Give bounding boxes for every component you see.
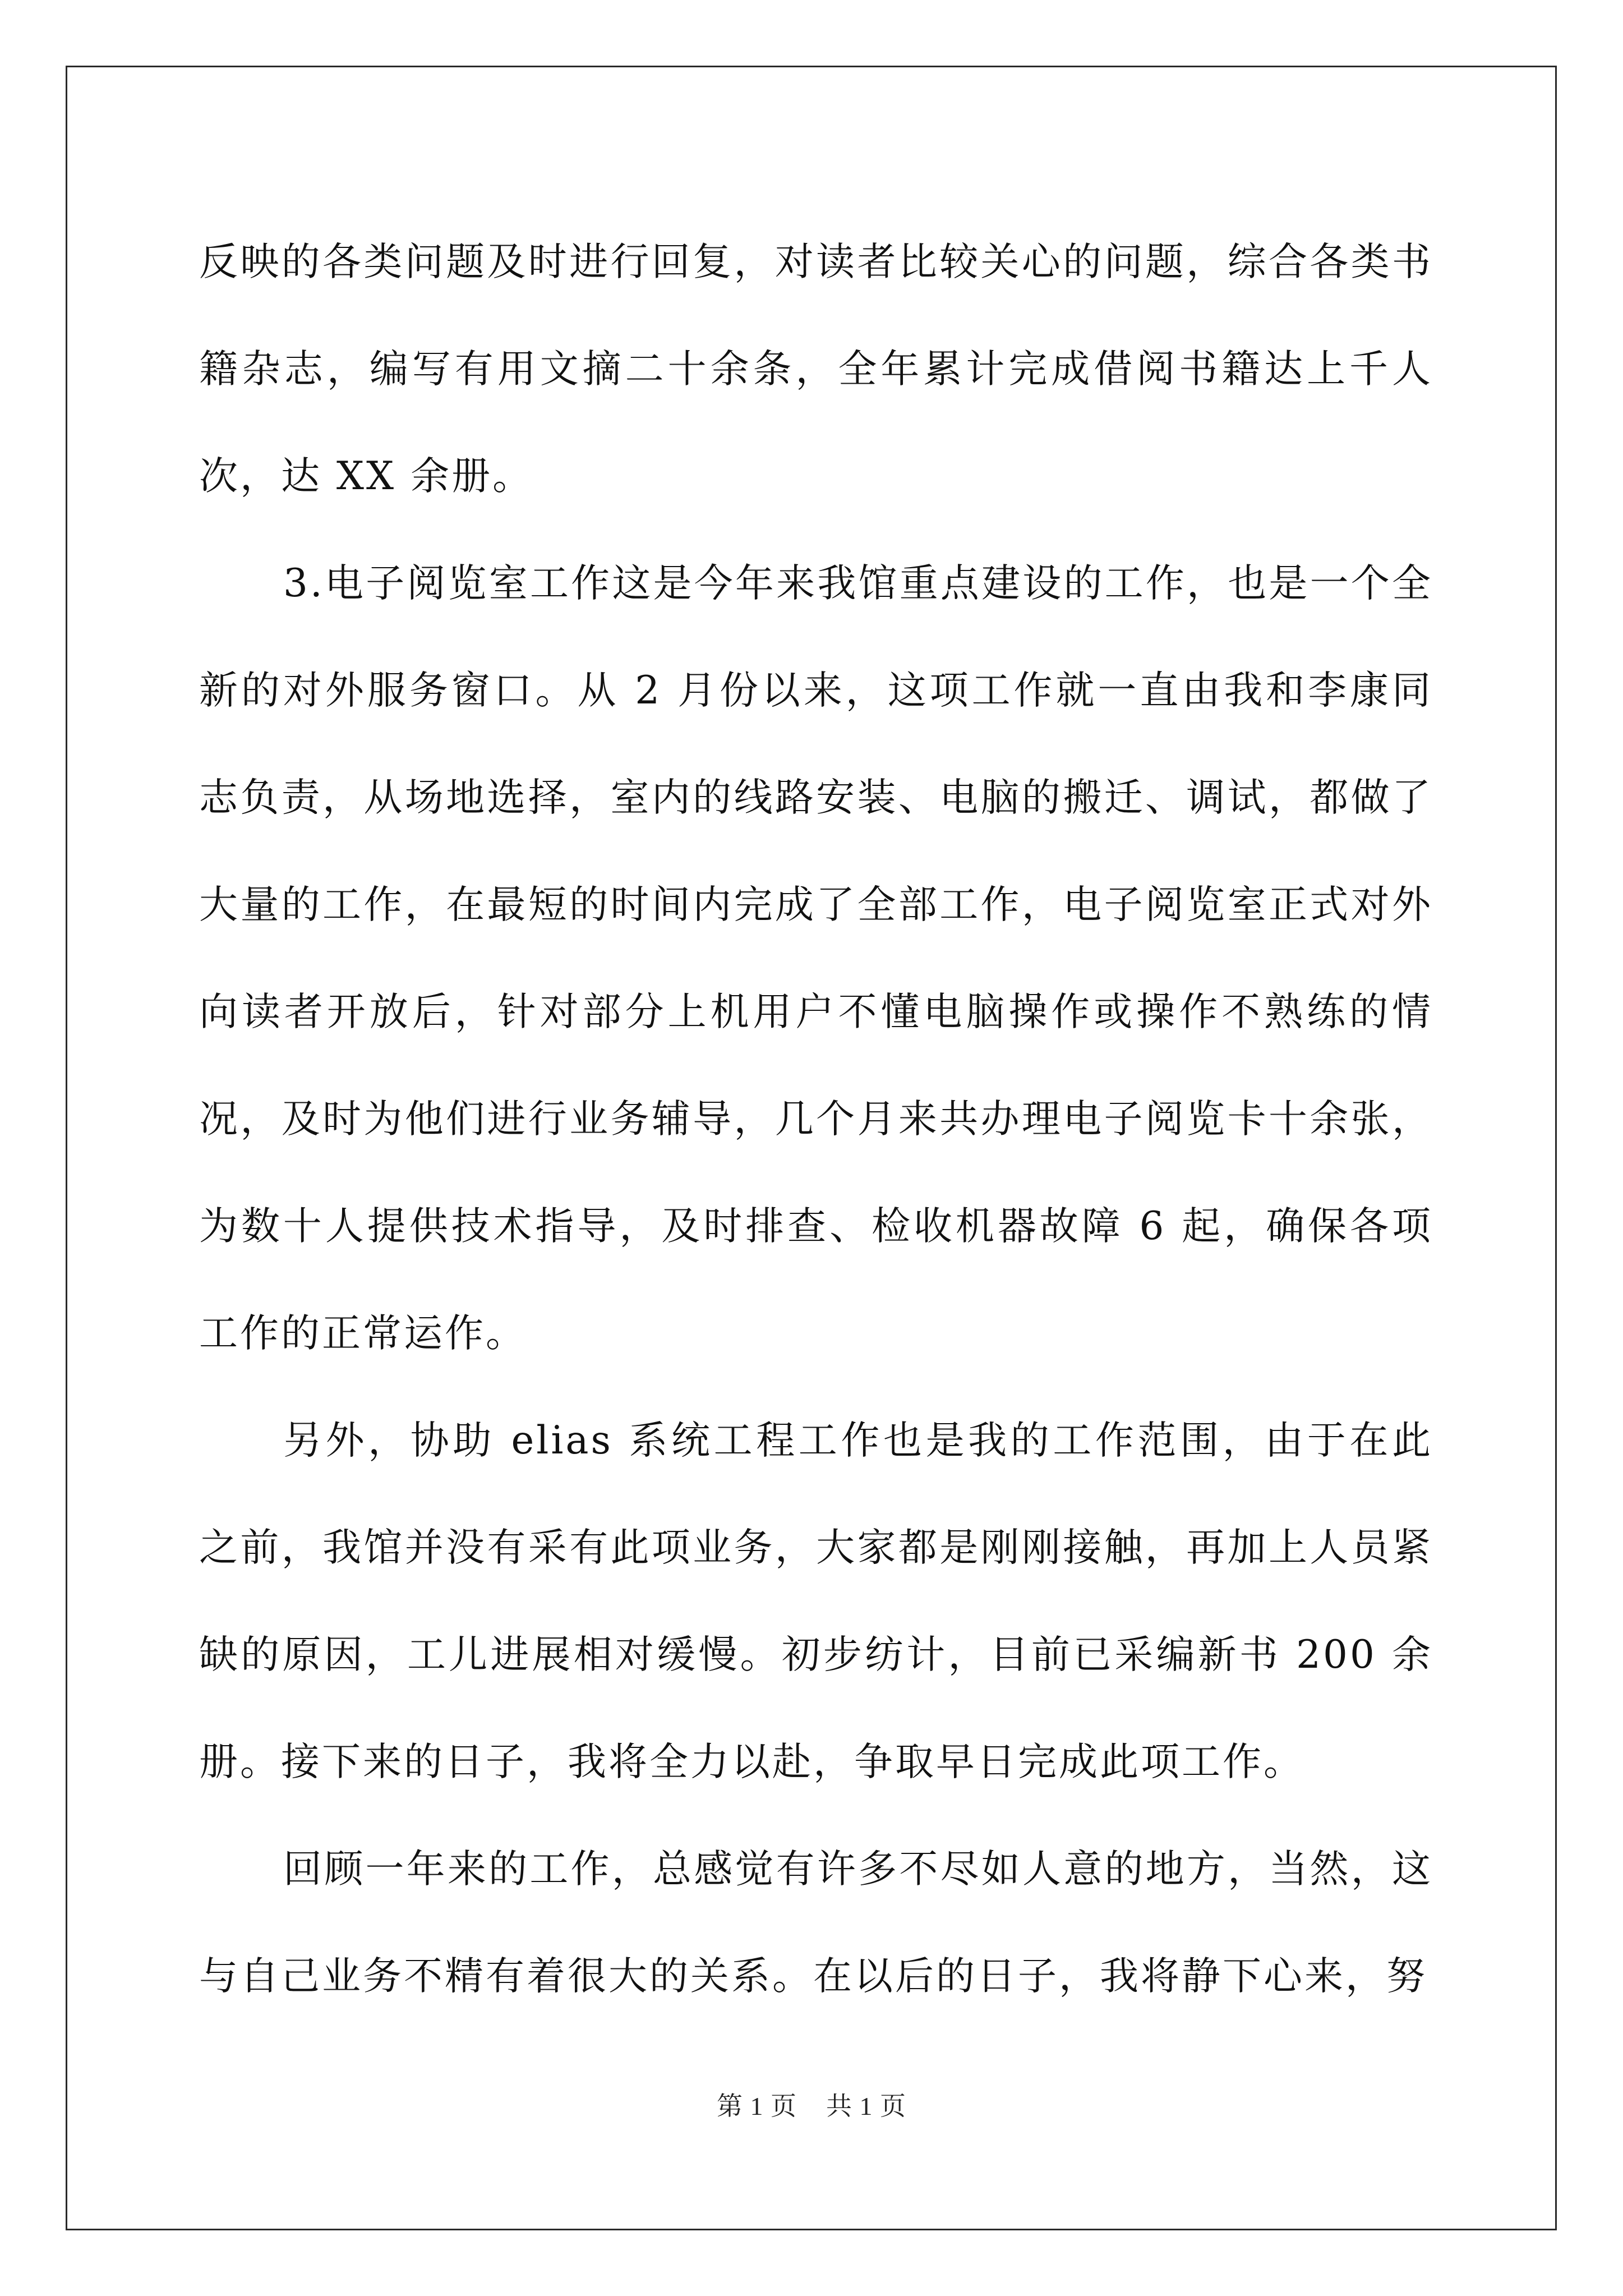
paragraph-continuation: 反映的各类问题及时进行回复，对读者比较关心的问题，综合各类书籍杂志，编写有用文摘二十余条，全年累计完成借阅书籍达上千人次，达 XX 余册。	[199, 240, 1433, 499]
page-number: 第 1 页	[717, 2092, 797, 2120]
paragraph-e-reading-room: 3.电子阅览室工作这是今年来我馆重点建设的工作，也是一个全新的对外服务窗口。从 2 月份以来，这项工作就一直由我和李康同志负责，从场地选择，室内的线路安装、电脑的搬迁、调试，都做了大量的工作，在最短的时间内完成了全部工作，电子阅览室正式对外向读者开放后，针对部分上机用户不懂电脑操作或操作不熟练的情况，及时为他们进行业务辅导，几个月来共办理电子阅览卡十余张，为数十人提供技术指导，及时排查、检收机器故障 6 起，确保各项工作的正常运作。	[199, 561, 1433, 1356]
page-footer	[0, 2086, 1623, 2123]
page-total: 共 1 页	[826, 2092, 906, 2120]
paragraph-review: 回顾一年来的工作，总感觉有许多不尽如人意的地方，当然，这与自己业务不精有着很大的关系。在以后的日子，我将静下心来，努	[199, 1847, 1433, 1999]
paragraph-elias-system: 另外，协助 elias 系统工程工作也是我的工作范围，由于在此之前，我馆并没有采有此项业务，大家都是刚刚接触，再加上人员紧缺的原因，工儿进展相对缓慢。初步纺计，目前已采编新书 200 余册。接下来的日子，我将全力以赴，争取早日完成此项工作。	[199, 1418, 1433, 1784]
document-body	[199, 209, 1433, 2030]
